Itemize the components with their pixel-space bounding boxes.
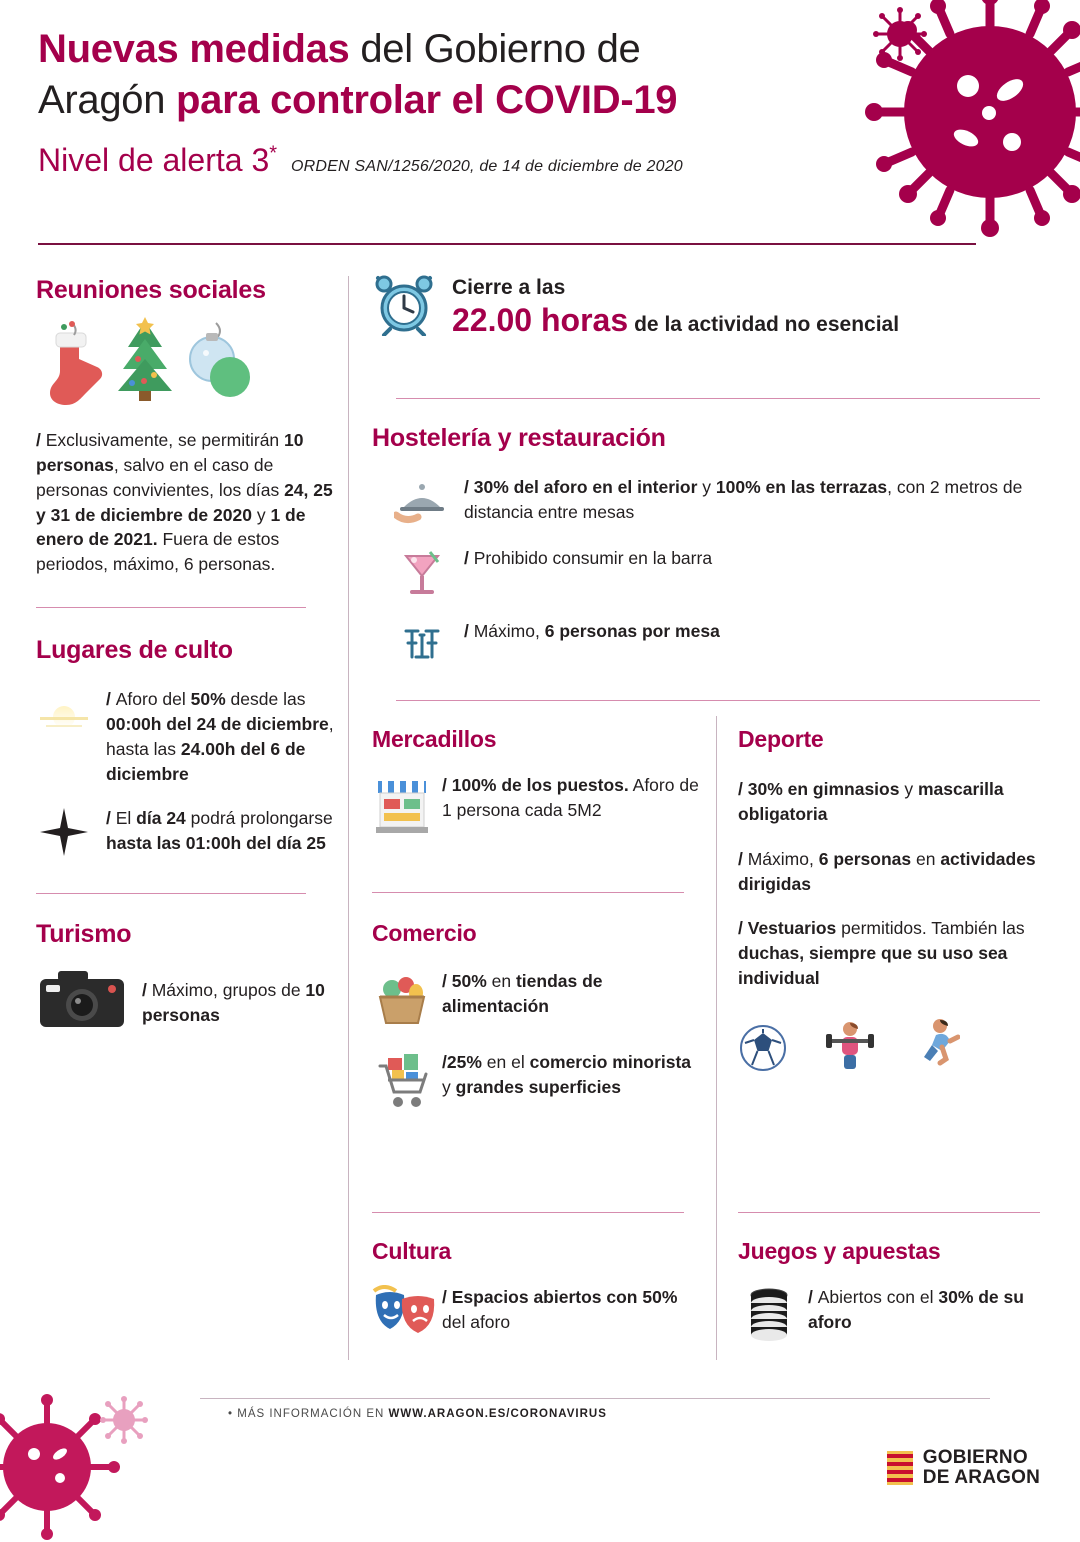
text-fragment: , salvo en el caso de personas convivientes, los días bbox=[36, 454, 285, 500]
title-part-3: Aragón bbox=[38, 78, 176, 123]
text-fragment: comercio minorista bbox=[529, 1052, 692, 1072]
closing-time-label: Cierre a las bbox=[452, 276, 566, 299]
text-fragment: Fuera de estos periodos, máximo, 6 personas. bbox=[36, 529, 280, 575]
section-deporte bbox=[738, 726, 1040, 1078]
text-fragment: / bbox=[442, 1052, 447, 1072]
text-fragment: 6 personas por mesa bbox=[544, 621, 720, 641]
hosteleria-item-3 bbox=[372, 619, 1040, 672]
comercio-item-1 bbox=[372, 969, 702, 1034]
government-logo bbox=[887, 1448, 1040, 1488]
text-fragment: día 24 bbox=[136, 808, 186, 829]
text-fragment: Aforo del bbox=[115, 689, 191, 710]
government-logo-line2: DE ARAGON bbox=[922, 1466, 1040, 1488]
alert-level-text: Nivel de alerta 3 bbox=[38, 142, 270, 179]
closing-time-suffix: de la actividad no esencial bbox=[634, 313, 900, 336]
text-fragment: 24, 25 y 31 de diciembre de 2020 bbox=[36, 479, 333, 525]
aragon-flag-icon bbox=[887, 1451, 913, 1485]
text-fragment: 100% en las terrazas bbox=[715, 477, 888, 497]
juegos-text bbox=[808, 1285, 1040, 1335]
text-fragment: / bbox=[106, 808, 116, 829]
text-fragment: / bbox=[464, 477, 474, 497]
text-fragment: actividades dirigidas bbox=[738, 848, 1036, 894]
text-fragment: Espacios abiertos con 50% bbox=[451, 1287, 678, 1307]
text-fragment: 1 de enero de 2021. bbox=[36, 504, 306, 550]
deporte-item-1-text bbox=[738, 777, 1040, 827]
column-divider-left bbox=[348, 276, 349, 1360]
text-fragment: / bbox=[464, 548, 474, 568]
text-fragment: . También las bbox=[921, 918, 1025, 939]
text-fragment: 30% en gimnasios bbox=[747, 779, 900, 799]
text-fragment: y bbox=[251, 504, 271, 525]
runner-icon bbox=[912, 1017, 960, 1078]
table-chairs-icon bbox=[394, 619, 450, 672]
grocery-basket-icon bbox=[372, 969, 428, 1034]
virus-illustration-bottom-small bbox=[100, 1396, 148, 1444]
title-part-2: del Gobierno de bbox=[349, 27, 641, 71]
food-tray-icon bbox=[394, 475, 450, 530]
juegos-item bbox=[738, 1285, 1040, 1354]
weightlifter-icon bbox=[824, 1019, 876, 1078]
text-fragment: / bbox=[142, 980, 152, 1001]
alert-level-row bbox=[38, 142, 918, 179]
market-stall-icon bbox=[372, 773, 428, 842]
deporte-item-2-text bbox=[738, 847, 1040, 897]
alert-level-asterisk: * bbox=[269, 142, 278, 165]
closing-time-hours: 22.00 horas bbox=[452, 302, 629, 338]
mercadillos-text bbox=[442, 773, 702, 823]
text-fragment: / bbox=[738, 779, 748, 799]
text-fragment: desde las bbox=[225, 689, 306, 710]
order-reference: ORDEN SAN/1256/2020, de 14 de diciembre de 2020 bbox=[291, 158, 683, 176]
column-left bbox=[36, 276, 336, 1054]
text-fragment: 25% bbox=[446, 1052, 482, 1072]
hosteleria-item-2-text bbox=[464, 546, 1040, 571]
section-juegos bbox=[738, 1238, 1040, 1370]
text-fragment: / bbox=[738, 848, 748, 869]
culto-item-2-text bbox=[106, 806, 336, 856]
section-cultura bbox=[372, 1238, 702, 1362]
text-fragment: Máximo, bbox=[473, 621, 545, 641]
soccer-ball-icon bbox=[738, 1023, 788, 1078]
text-fragment: en el bbox=[481, 1052, 530, 1072]
section-title-cultura: Cultura bbox=[372, 1238, 452, 1264]
section-title-mercadillos: Mercadillos bbox=[372, 726, 497, 752]
divider-mercadillos-comercio bbox=[372, 892, 684, 893]
deporte-item-3-text bbox=[738, 916, 1040, 991]
text-fragment: Prohibido consumir en la barra bbox=[473, 548, 713, 568]
comercio-item-2 bbox=[372, 1050, 702, 1119]
text-fragment: / bbox=[106, 689, 116, 710]
text-fragment: El bbox=[115, 808, 137, 829]
text-fragment: Máximo, grupos de bbox=[151, 980, 306, 1001]
text-fragment: Máximo, bbox=[747, 848, 819, 869]
christmas-icons bbox=[42, 315, 336, 410]
text-fragment: podrá prolongarse bbox=[185, 808, 333, 829]
text-fragment: duchas, siempre que su uso sea individual bbox=[738, 943, 1008, 989]
christmas-tree-icon bbox=[110, 315, 180, 410]
text-fragment: hasta las 01:00h del día 25 bbox=[106, 833, 326, 854]
camera-icon bbox=[36, 967, 128, 1038]
text-fragment: / bbox=[442, 775, 452, 795]
text-fragment: 100% de los puestos. bbox=[451, 775, 629, 795]
hosteleria-item-1 bbox=[372, 475, 1040, 530]
text-fragment: mascarilla obligatoria bbox=[738, 779, 1004, 824]
alert-level bbox=[38, 142, 277, 179]
text-fragment: 24.00h del 6 de diciembre bbox=[106, 738, 306, 784]
government-logo-text bbox=[923, 1448, 1040, 1488]
text-fragment: 10 personas bbox=[142, 980, 325, 1025]
hosteleria-item-2 bbox=[372, 546, 1040, 603]
christmas-bauble-icon bbox=[186, 315, 252, 410]
title-part-1: Nuevas medidas bbox=[38, 27, 350, 71]
text-fragment: / bbox=[738, 918, 748, 939]
culto-item-1 bbox=[36, 687, 336, 786]
text-fragment: 30% del aforo en el interior bbox=[473, 477, 698, 497]
hosteleria-item-1-text bbox=[464, 475, 1040, 525]
culto-item-1-text bbox=[106, 687, 336, 786]
footer-bullet: • bbox=[228, 1408, 234, 1420]
footer-more-info bbox=[228, 1408, 607, 1420]
turismo-item bbox=[36, 967, 336, 1038]
closing-time-text bbox=[452, 272, 899, 339]
section-comercio bbox=[372, 920, 702, 1135]
text-fragment: y bbox=[442, 1076, 456, 1097]
comercio-item-1-text bbox=[442, 969, 702, 1019]
text-fragment: 6 personas bbox=[818, 848, 912, 869]
deporte-icons bbox=[738, 1017, 1040, 1078]
section-hosteleria bbox=[372, 424, 1040, 688]
christmas-stocking-icon bbox=[42, 319, 104, 410]
column-divider-right bbox=[716, 716, 717, 1360]
alarm-clock-icon bbox=[372, 272, 436, 341]
section-title-comercio: Comercio bbox=[372, 920, 477, 946]
page-title bbox=[38, 24, 918, 126]
theatre-masks-icon bbox=[372, 1285, 428, 1346]
divider-culto-turismo bbox=[36, 893, 306, 894]
text-fragment: grandes superficies bbox=[455, 1076, 621, 1097]
divider-hosteleria-mercadillos bbox=[396, 700, 1040, 701]
text-fragment: y bbox=[697, 477, 716, 497]
culto-item-2 bbox=[36, 806, 336, 863]
turismo-text bbox=[142, 978, 336, 1028]
section-title-deporte: Deporte bbox=[738, 726, 824, 752]
star-icon bbox=[36, 806, 92, 863]
text-fragment: / bbox=[808, 1287, 818, 1307]
section-title-turismo: Turismo bbox=[36, 920, 132, 949]
comercio-item-2-text bbox=[442, 1050, 702, 1100]
text-fragment: en bbox=[911, 848, 941, 869]
text-fragment: en bbox=[486, 971, 516, 991]
text-fragment: 50% bbox=[190, 689, 226, 710]
text-fragment: Aforo de 1 persona cada 5M2 bbox=[442, 775, 699, 820]
text-fragment: permitidos bbox=[836, 918, 922, 939]
text-fragment: / bbox=[442, 971, 452, 991]
divider-reuniones-culto bbox=[36, 607, 306, 608]
hosteleria-item-3-text bbox=[464, 619, 1040, 644]
text-fragment: / bbox=[464, 621, 474, 641]
divider-banner-hosteleria bbox=[396, 398, 1040, 399]
text-fragment: / bbox=[36, 430, 46, 450]
text-fragment: Exclusivamente, se permitirán bbox=[45, 430, 285, 450]
text-fragment: 00:00h del 24 de diciembre bbox=[106, 713, 329, 734]
text-fragment: 10 personas bbox=[36, 430, 304, 475]
text-fragment: Abiertos con el bbox=[817, 1287, 939, 1307]
text-fragment: Vestuarios bbox=[747, 918, 837, 939]
divider-deporte-juegos bbox=[738, 1212, 1040, 1213]
footer-label: MÁS INFORMACIÓN EN bbox=[237, 1408, 389, 1420]
header-divider bbox=[38, 243, 976, 245]
text-fragment: y bbox=[899, 779, 918, 799]
mercadillos-item bbox=[372, 773, 702, 842]
section-title-juegos: Juegos y apuestas bbox=[738, 1238, 941, 1264]
section-title-culto: Lugares de culto bbox=[36, 636, 233, 665]
government-logo-line1: GOBIERNO bbox=[922, 1447, 1028, 1468]
text-fragment: 50% bbox=[451, 971, 487, 991]
header bbox=[38, 24, 918, 179]
text-fragment: , hasta las bbox=[106, 713, 334, 759]
dice-chips-icon bbox=[738, 1285, 794, 1354]
section-title-reuniones: Reuniones sociales bbox=[36, 276, 266, 304]
text-fragment: , con 2 metros de distancia entre mesas bbox=[464, 477, 1023, 522]
closing-time-banner bbox=[372, 272, 1040, 341]
text-fragment: tiendas de alimentación bbox=[442, 971, 603, 1016]
text-fragment: / bbox=[442, 1287, 452, 1307]
divider-comercio-cultura bbox=[372, 1212, 684, 1213]
shopping-cart-icon bbox=[372, 1050, 428, 1119]
reuniones-text bbox=[36, 428, 336, 577]
cultura-text bbox=[442, 1285, 702, 1335]
section-title-hosteleria: Hostelería y restauración bbox=[372, 424, 666, 452]
text-fragment: 30% de su aforo bbox=[808, 1287, 1024, 1332]
cocktail-icon bbox=[394, 546, 450, 603]
section-mercadillos bbox=[372, 726, 702, 858]
sunrise-icon bbox=[36, 687, 92, 744]
text-fragment: del aforo bbox=[442, 1311, 511, 1332]
title-part-4: para controlar el COVID-19 bbox=[176, 78, 678, 123]
footer-divider bbox=[200, 1398, 990, 1399]
cultura-item bbox=[372, 1285, 702, 1346]
footer-url[interactable]: WWW.ARAGON.ES/CORONAVIRUS bbox=[388, 1408, 607, 1420]
